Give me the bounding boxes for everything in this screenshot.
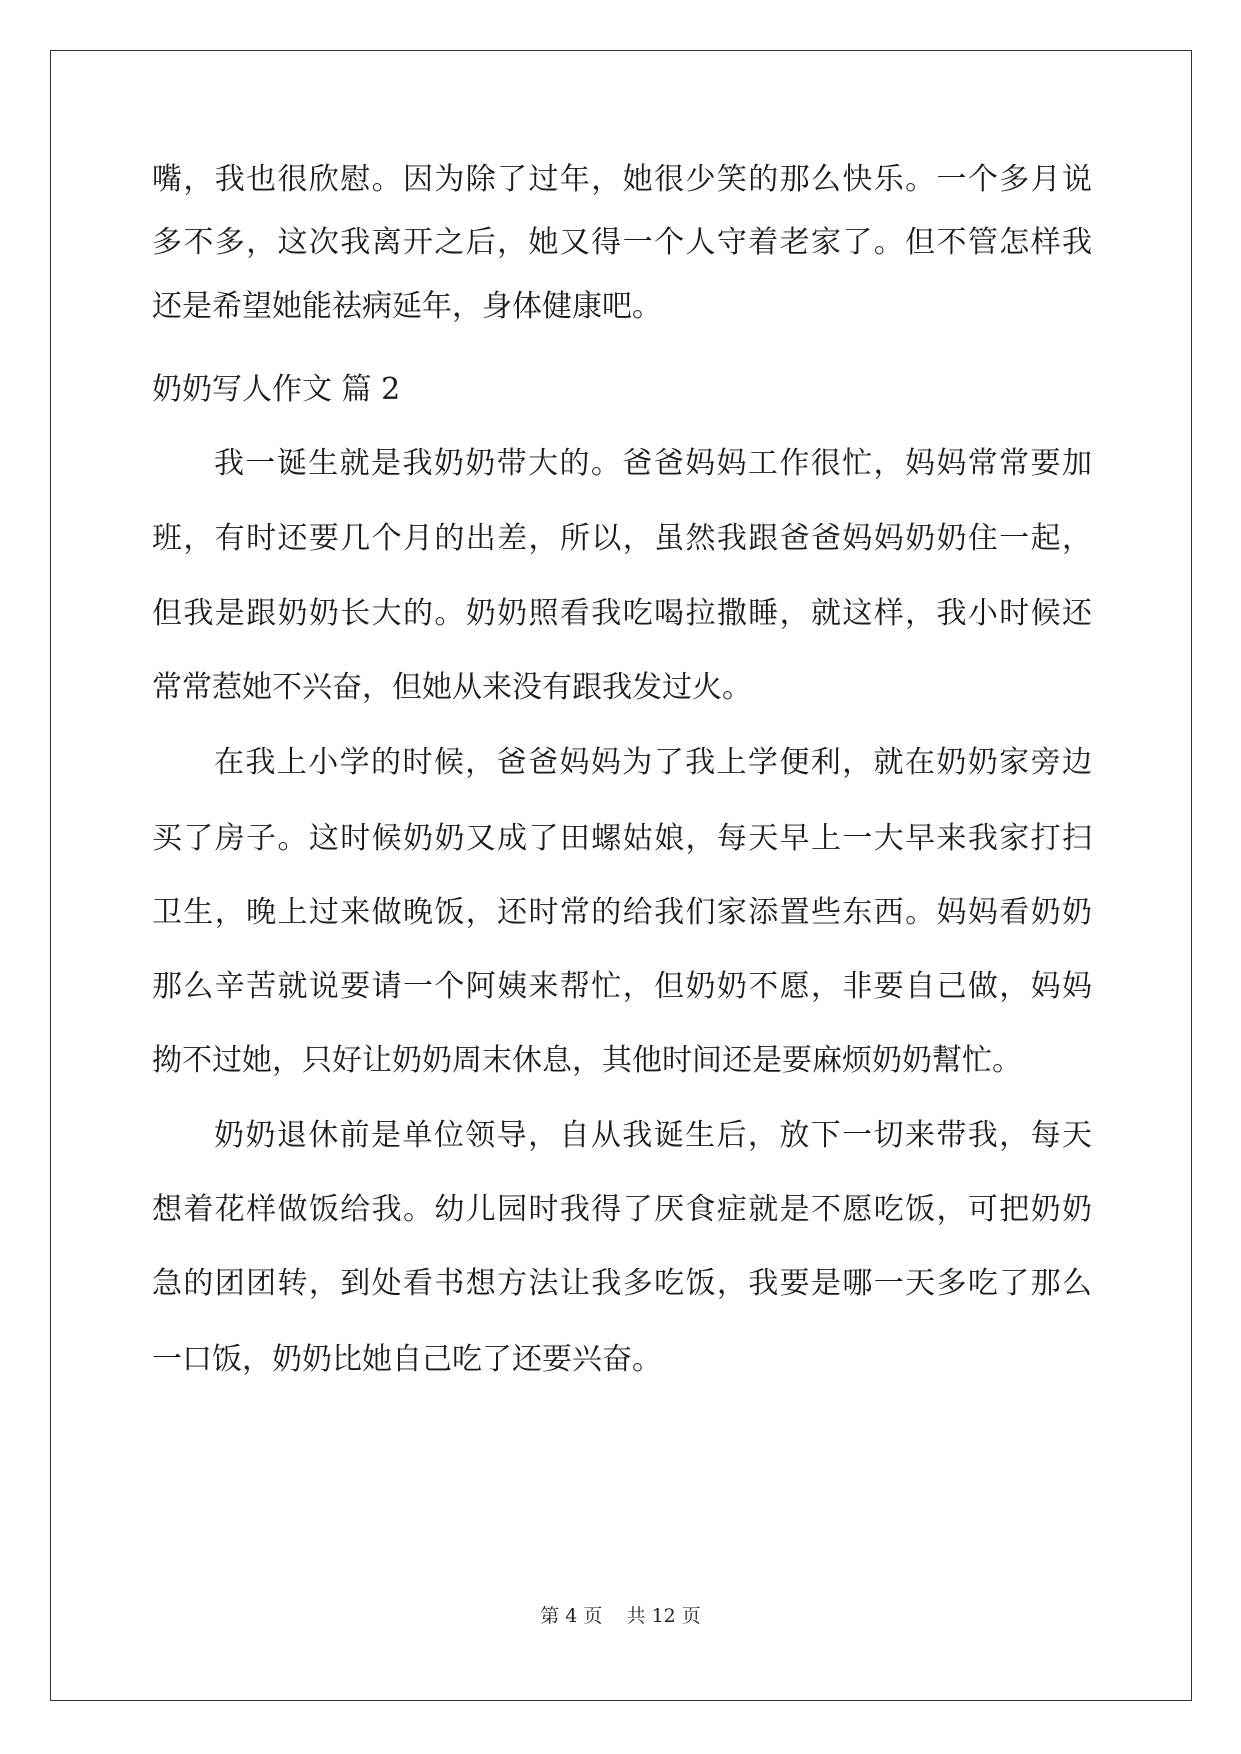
paragraph-line: 我一诞生就是我奶奶带大的。爸爸妈妈工作很忙，妈妈常常要加 bbox=[214, 446, 1092, 481]
paragraph-line: 奶奶退休前是单位领导，自从我诞生后，放下一切来带我，每天 bbox=[214, 1118, 1092, 1153]
paragraph-line: 买了房子。这时候奶奶又成了田螺姑娘，每天早上一大早来我家打扫 bbox=[152, 821, 1092, 856]
paragraph-line: 多不多，这次我离开之后，她又得一个人守着老家了。但不管怎样我 bbox=[152, 225, 1092, 260]
page-number-footer: 第 4 页 共 12 页 bbox=[540, 1605, 701, 1627]
paragraph-line: 一口饭，奶奶比她自己吃了还要兴奋。 bbox=[152, 1342, 662, 1377]
section-heading: 奶奶写人作文 篇 2 bbox=[152, 372, 401, 407]
paragraph-line: 还是希望她能祛病延年，身体健康吧。 bbox=[152, 289, 662, 324]
paragraph-line: 想着花样做饭给我。幼儿园时我得了厌食症就是不愿吃饭，可把奶奶 bbox=[152, 1192, 1092, 1227]
paragraph-line: 但我是跟奶奶长大的。奶奶照看我吃喝拉撒睡，就这样，我小时候还 bbox=[152, 596, 1092, 631]
paragraph-line: 卫生，晚上过来做晚饭，还时常的给我们家添置些东西。妈妈看奶奶 bbox=[152, 895, 1092, 930]
paragraph-line: 拗不过她，只好让奶奶周末休息，其他时间还是要麻烦奶奶幫忙。 bbox=[152, 1043, 1022, 1078]
paragraph-line: 常常惹她不兴奋，但她从来没有跟我发过火。 bbox=[152, 670, 752, 705]
paragraph-line: 嘴，我也很欣慰。因为除了过年，她很少笑的那么快乐。一个多月说 bbox=[152, 162, 1092, 197]
paragraph-line: 在我上小学的时候，爸爸妈妈为了我上学便利，就在奶奶家旁边 bbox=[214, 745, 1092, 780]
paragraph-line: 班，有时还要几个月的出差，所以，虽然我跟爸爸妈妈奶奶住一起， bbox=[152, 521, 1092, 556]
paragraph-line: 急的团团转，到处看书想方法让我多吃饭，我要是哪一天多吃了那么 bbox=[152, 1266, 1092, 1301]
paragraph-line: 那么辛苦就说要请一个阿姨来帮忙，但奶奶不愿，非要自己做，妈妈 bbox=[152, 969, 1092, 1004]
